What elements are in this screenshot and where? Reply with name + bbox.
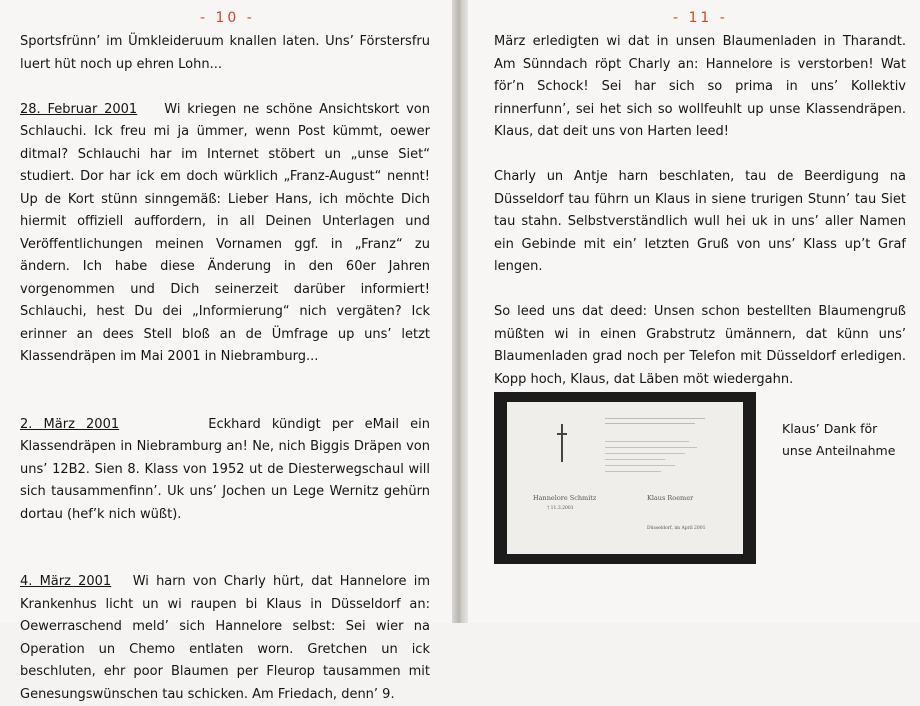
entry-date: 4. März 2001	[20, 574, 112, 589]
paragraph-text: Wi harn von Charly hürt, dat Hannelore im Krankenhus licht un wi raupen bi Klaus in Düsseldorf an: Oewerraschend meld’ sich Hannelore selbst: Sei wier na Operation un Chemo entlaten worn. Gretchen un ick beschluten, ehr poor Blaumen per Fleurop tausammen mit Genesungswünschen tau schicken. Am Friedach, denn’ 9.	[20, 574, 430, 702]
paragraph: März erledigten wi dat in unsen Blaumenladen in Tharandt. Am Sünndach röpt Charly an: Hannelore is verstorben! Wat för’n Schock! Sei har sich so prima in uns’ Kollektiv rinnerfunn’, sei het sich so wollfeuhlt up unse Klassendräpen. Klaus, dat deit uns von Harten leed!	[494, 34, 906, 139]
condolence-card-photo	[494, 392, 756, 564]
entry-date: 2. März 2001	[20, 416, 120, 432]
paragraph	[20, 571, 430, 706]
paragraph	[20, 99, 430, 369]
card-fine-print	[605, 416, 725, 428]
condolence-card	[507, 402, 743, 554]
paragraph-text: Eckhard kündigt per eMail ein Klassendräpen in Niebramburg an! Ne, nich Biggis Dräpen von uns’ 12B2. Sien 8. Klass von 1952 ut de Diesterwegschaul will sich tausammenfinn’. Uk uns’ Jochen un Lege Wernitz gehürn dortau (hef’k nich wüßt).	[20, 416, 431, 522]
card-name-deceased: Hannelore Schmitz	[533, 494, 597, 502]
left-text-column	[20, 31, 430, 706]
page-number: - 10 -	[200, 10, 255, 26]
paragraph-text: Wi kriegen ne schöne Ansichtskort von Schlauchi. Ick freu mi ja ümmer, wenn Post kümmt, oewer ditmal? Schlauchi har im Internet stöbert un „unse Siet“ studiert. Dor har ick em doch würklich „Franz-August“ nennt! Up de Kort stünn sinngemäß: Lieber Hans, ich möchte Dich hiermit offiziell auffordern, in all Deinen Unterlagen und Veröffentlichungen meinen Vornamen ggf. in „Franz“ zu ändern. Ich habe diese Änderung in den 60er Jahren vorgenommen und Dich seinerzeit darüber informiert! Schlauchi, hest Du dei „Informierung“ nich vergäten? Ick erinner an dees Stell bloß an de Ümfrage up uns’ letzt Klassendräpen im Mai 2001 in Niebramburg...	[20, 101, 431, 364]
card-death-date: † 11.3.2001	[547, 506, 574, 511]
card-list-lines	[605, 436, 697, 472]
book-gutter	[452, 0, 468, 623]
paragraph: Charly un Antje harn beschlaten, tau de Beerdigung na Düsseldorf tau führn un Klaus in siene trurigen Stunn’ tau Siet tau stahn. Selbstverständlich wull hei uk in uns’ aller Namen ein Gebinde mit ein’ letzten Gruß von uns’ Klass up’t Graf lengen.	[494, 169, 906, 274]
paragraph	[20, 31, 430, 76]
page-number: - 11 -	[673, 10, 728, 26]
paragraph	[20, 414, 430, 527]
paragraph-text: Sportsfrünn’ im Ümkleideruum knallen laten. Uns’ Förstersfru luert hüt noch up ehren Lohn...	[20, 34, 430, 72]
right-text-column	[494, 31, 906, 391]
photo-caption: Klaus’ Dank för unse Anteilnahme	[782, 421, 896, 458]
card-name-sender: Klaus Roemer	[647, 494, 694, 502]
entry-date: 28. Februar 2001	[20, 101, 138, 117]
left-page	[0, 0, 452, 702]
card-place-date: Düsseldorf, im April 2001	[647, 526, 706, 531]
cross-icon	[557, 424, 567, 462]
paragraph: So leed uns dat deed: Unsen schon bestellten Blaumengruß müßten wi in einen Grabstrutz ümännern, dat künn uns’ Blaumenladen grad noch per Telefon mit Düsseldorf erledigen. Kopp hoch, Klaus, dat Läben möt wiedergahn.	[494, 304, 906, 387]
